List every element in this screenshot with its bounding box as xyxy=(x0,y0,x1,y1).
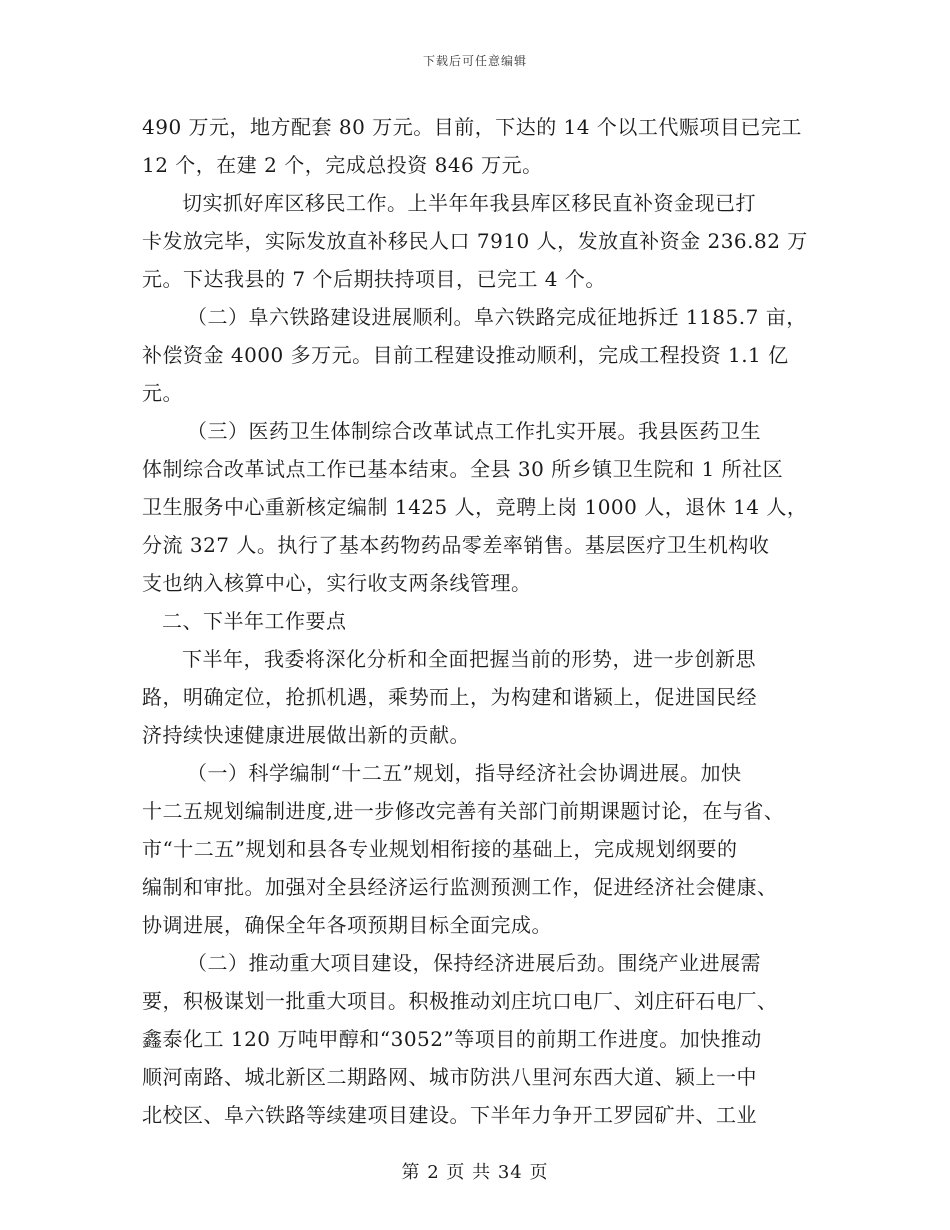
text-line: 下半年，我委将深化分析和全面把握当前的形势，进一步创新思 xyxy=(182,647,756,671)
text-line: 要，积极谋划一批重大项目。积极推动刘庄坑口电厂、刘庄矸石电厂、 xyxy=(142,989,778,1013)
text-line: 济持续快速健康进展做出新的贡献。 xyxy=(142,723,470,747)
paragraph-planning xyxy=(142,754,822,944)
page-header: 下载后可任意编辑 xyxy=(422,54,527,68)
section-heading xyxy=(142,602,822,640)
text-line: 分流 327 人。执行了基本药物药品零差率销售。基层医疗卫生机构收 xyxy=(142,533,770,557)
paragraph-medical-reform xyxy=(142,412,822,602)
paragraph-second-half-intro xyxy=(142,640,822,754)
text-line: 编制和审批。加强对全县经济运行监测预测工作，促进经济社会健康、 xyxy=(142,875,778,899)
text-line: 顺河南路、城北新区二期路网、城市防洪八里河东西大道、颍上一中 xyxy=(142,1065,757,1089)
text-line: 北校区、阜六铁路等续建项目建设。下半年力争开工罗园矿井、工业 xyxy=(142,1103,757,1127)
paragraph-resettlement xyxy=(142,184,822,298)
text-line: 切实抓好库区移民工作。上半年年我县库区移民直补资金现已打 xyxy=(182,191,756,215)
text-line: 协调进展，确保全年各项预期目标全面完成。 xyxy=(142,913,552,937)
text-line: 卫生服务中心重新核定编制 1425 人，竞聘上岗 1000 人，退休 14 人， xyxy=(142,495,808,519)
text-line: 元。 xyxy=(142,381,183,405)
page-footer: 第 2 页 共 34 页 xyxy=(401,1162,549,1183)
text-line: 鑫泰化工 120 万吨甲醇和“3052”等项目的前期工作进度。加快推动 xyxy=(142,1027,762,1051)
text-line: 12 个，在建 2 个，完成总投资 846 万元。 xyxy=(142,153,543,177)
text-line: （三）医药卫生体制综合改革试点工作扎实开展。我县医药卫生 xyxy=(187,419,761,443)
text-line: 支也纳入核算中心，实行收支两条线管理。 xyxy=(142,571,532,595)
paragraph-major-projects xyxy=(142,944,822,1134)
paragraph-railway xyxy=(142,298,822,412)
text-line: （一）科学编制“十二五”规划，指导经济社会协调进展。加快 xyxy=(187,761,742,785)
document-body xyxy=(142,108,822,1134)
text-line: 十二五规划编制进度,进一步修改完善有关部门前期课题讨论，在与省、 xyxy=(142,799,785,823)
text-line: 体制综合改革试点工作已基本结束。全县 30 所乡镇卫生院和 1 所社区 xyxy=(142,457,784,481)
text-line: 补偿资金 4000 多万元。目前工程建设推动顺利，完成工程投资 1.1 亿 xyxy=(142,343,789,367)
text-line: 市“十二五”规划和县各专业规划相衔接的基础上，完成规划纲要的 xyxy=(142,837,738,861)
text-line: （二）推动重大项目建设，保持经济进展后劲。围绕产业进展需 xyxy=(187,951,761,975)
text-line: 路，明确定位，抢抓机遇，乘势而上，为构建和谐颍上，促进国民经 xyxy=(142,685,757,709)
paragraph-work-relief xyxy=(142,108,822,184)
text-line: 二、下半年工作要点 xyxy=(162,609,347,633)
text-line: 元。下达我县的 7 个后期扶持项目，已完工 4 个。 xyxy=(142,267,606,291)
text-line: 卡发放完毕，实际发放直补移民人口 7910 人，发放直补资金 236.82 万 xyxy=(142,229,808,253)
text-line: （二）阜六铁路建设进展顺利。阜六铁路完成征地拆迁 1185.7 亩， xyxy=(187,305,807,329)
text-line: 490 万元，地方配套 80 万元。目前，下达的 14 个以工代赈项目已完工 xyxy=(142,115,802,139)
